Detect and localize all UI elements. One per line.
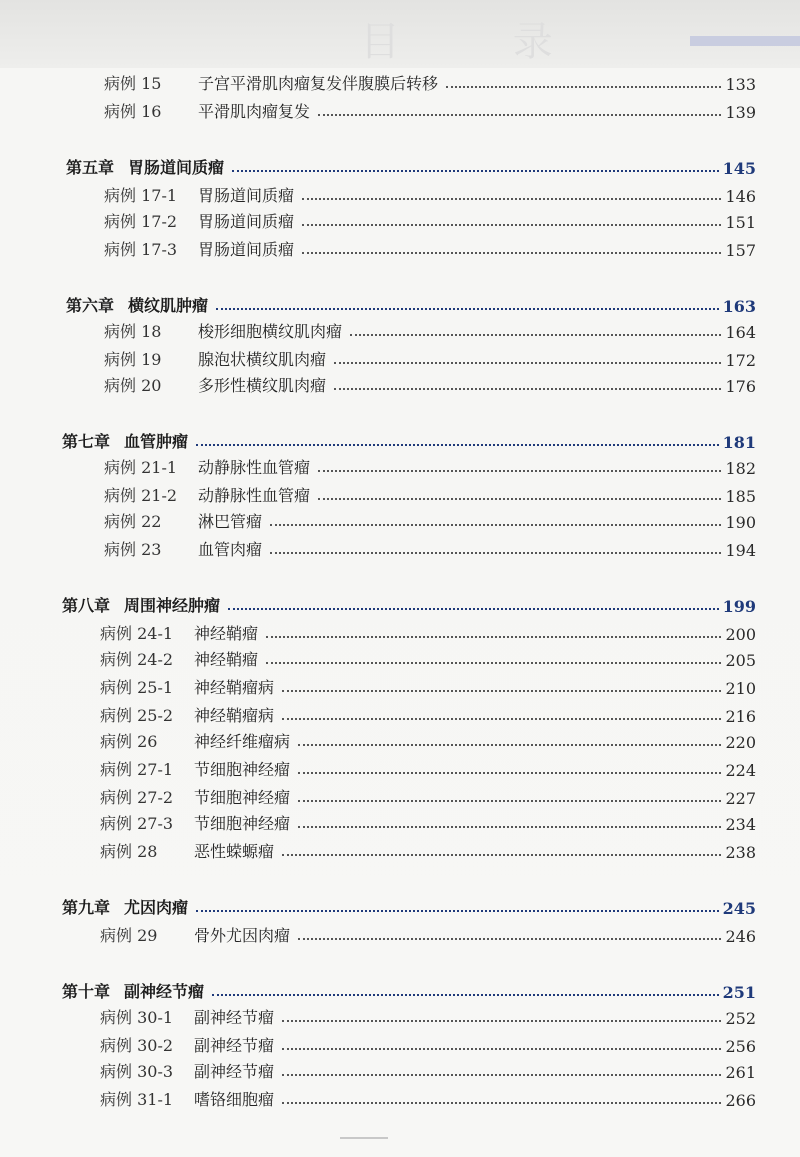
chapter-title: 横纹肌肿瘤 [128, 296, 209, 315]
case-title: 梭形细胞横纹肌肉瘤 [198, 322, 343, 341]
dot-leader [298, 825, 721, 828]
page-number: 181 [722, 433, 756, 452]
page-number: 172 [725, 351, 756, 370]
chapter-number: 第七章 [62, 432, 111, 451]
case-number: 病例 18 [104, 322, 162, 341]
page-number: 139 [725, 103, 756, 122]
toc-case-row[interactable] [104, 68, 756, 94]
dot-leader [446, 85, 721, 88]
page-number: 220 [725, 733, 756, 752]
dot-leader [282, 1019, 721, 1022]
case-number: 病例 31-1 [100, 1090, 174, 1109]
page-number: 190 [725, 513, 756, 532]
page-number: 157 [725, 241, 756, 260]
page-number: 205 [725, 651, 756, 670]
case-title: 副神经节瘤 [194, 1008, 275, 1027]
case-title: 淋巴管瘤 [198, 512, 263, 531]
page-header [0, 0, 800, 68]
case-title: 恶性蝾螈瘤 [194, 842, 275, 861]
toc-case-row[interactable] [104, 370, 756, 396]
dot-leader [282, 689, 721, 692]
dot-leader [298, 771, 721, 774]
case-title: 嗜铬细胞瘤 [194, 1090, 275, 1109]
page-number: 266 [725, 1091, 756, 1110]
case-title: 神经鞘瘤病 [194, 678, 275, 697]
toc-chapter-row[interactable] [62, 426, 756, 452]
dot-leader [282, 853, 721, 856]
toc-chapter-row[interactable] [62, 590, 756, 616]
case-title: 节细胞神经瘤 [194, 814, 291, 833]
toc-case-row[interactable] [104, 180, 756, 206]
toc-case-row[interactable] [100, 782, 756, 808]
dot-leader [266, 635, 721, 638]
chapter-title: 副神经节瘤 [124, 982, 205, 1001]
toc-case-row[interactable] [100, 754, 756, 780]
chapter-title: 尤因肉瘤 [124, 898, 189, 917]
page-number: 251 [722, 983, 756, 1002]
page-number: 238 [725, 843, 756, 862]
dot-leader [232, 169, 719, 172]
dot-leader [196, 443, 719, 446]
case-title: 胃肠道间质瘤 [198, 186, 295, 205]
dot-leader [266, 661, 721, 664]
case-number: 病例 22 [104, 512, 162, 531]
case-number: 病例 27-1 [100, 760, 174, 779]
chapter-number: 第九章 [62, 898, 111, 917]
page-number: 245 [722, 899, 756, 918]
dot-leader [318, 113, 721, 116]
header-title: 目 录 [360, 19, 603, 65]
toc-case-row[interactable] [104, 534, 756, 560]
case-title: 胃肠道间质瘤 [198, 212, 295, 231]
case-number: 病例 28 [100, 842, 158, 861]
case-number: 病例 17-2 [104, 212, 178, 231]
case-number: 病例 30-1 [100, 1008, 174, 1027]
case-title: 平滑肌肉瘤复发 [198, 102, 311, 121]
case-number: 病例 30-2 [100, 1036, 174, 1055]
case-number: 病例 25-1 [100, 678, 174, 697]
page-number: 164 [725, 323, 756, 342]
chapter-number: 第十章 [62, 982, 111, 1001]
toc-case-row[interactable] [104, 344, 756, 370]
page-number: 234 [725, 815, 756, 834]
dot-leader [212, 993, 719, 996]
toc-case-row[interactable] [104, 96, 756, 122]
header-accent-bar [690, 36, 800, 46]
page-number: 145 [722, 159, 756, 178]
toc-case-row[interactable] [100, 618, 756, 644]
case-number: 病例 25-2 [100, 706, 174, 725]
case-number: 病例 17-3 [104, 240, 178, 259]
page-number: 256 [725, 1037, 756, 1056]
case-title: 胃肠道间质瘤 [198, 240, 295, 259]
page-number: 216 [725, 707, 756, 726]
page-number: 146 [725, 187, 756, 206]
page-number: 246 [725, 927, 756, 946]
toc-case-row[interactable] [104, 506, 756, 532]
dot-leader [282, 1073, 721, 1076]
dot-leader [196, 909, 719, 912]
case-number: 病例 27-3 [100, 814, 174, 833]
chapter-number: 第六章 [66, 296, 115, 315]
case-number: 病例 24-1 [100, 624, 174, 643]
case-title: 动静脉性血管瘤 [198, 458, 311, 477]
case-title: 副神经节瘤 [194, 1036, 275, 1055]
case-number: 病例 21-2 [104, 486, 178, 505]
page-number: 163 [722, 297, 756, 316]
page-number: 176 [725, 377, 756, 396]
case-number: 病例 26 [100, 732, 158, 751]
dot-leader [270, 523, 721, 526]
toc-case-row[interactable] [100, 644, 756, 670]
dot-leader [334, 361, 721, 364]
toc-case-row[interactable] [104, 234, 756, 260]
case-title: 神经鞘瘤 [194, 624, 259, 643]
case-title: 神经鞘瘤 [194, 650, 259, 669]
toc-case-row[interactable] [104, 480, 756, 506]
case-number: 病例 19 [104, 350, 162, 369]
chapter-title: 周围神经肿瘤 [124, 596, 221, 615]
page-number: 200 [725, 625, 756, 644]
dot-leader [302, 197, 721, 200]
chapter-number: 第五章 [66, 158, 115, 177]
toc-case-row[interactable] [100, 1084, 756, 1110]
case-title: 血管肉瘤 [198, 540, 263, 559]
dot-leader [298, 799, 721, 802]
case-number: 病例 17-1 [104, 186, 178, 205]
page-number: 182 [725, 459, 756, 478]
toc-chapter-row[interactable] [62, 892, 756, 918]
chapter-title: 胃肠道间质瘤 [128, 158, 225, 177]
chapter-number: 第八章 [62, 596, 111, 615]
case-title: 骨外尤因肉瘤 [194, 926, 291, 945]
case-number: 病例 15 [104, 74, 162, 93]
case-number: 病例 16 [104, 102, 162, 121]
toc-case-row[interactable] [100, 700, 756, 726]
page-number: 133 [725, 75, 756, 94]
toc-chapter-row[interactable] [62, 976, 756, 1002]
dot-leader [282, 1047, 721, 1050]
case-number: 病例 24-2 [100, 650, 174, 669]
dot-leader [298, 743, 721, 746]
page-number: 185 [725, 487, 756, 506]
page-number: 151 [725, 213, 756, 232]
toc-case-row[interactable] [100, 808, 756, 834]
toc-case-row[interactable] [100, 672, 756, 698]
case-title: 神经纤维瘤病 [194, 732, 291, 751]
toc-case-row[interactable] [104, 452, 756, 478]
case-number: 病例 30-3 [100, 1062, 174, 1081]
case-title: 腺泡状横纹肌肉瘤 [198, 350, 327, 369]
case-title: 节细胞神经瘤 [194, 760, 291, 779]
page-number: 224 [725, 761, 756, 780]
case-number: 病例 27-2 [100, 788, 174, 807]
dot-leader [216, 307, 719, 310]
dot-leader [302, 223, 721, 226]
dot-leader [270, 551, 721, 554]
page-number: 261 [725, 1063, 756, 1082]
case-title: 动静脉性血管瘤 [198, 486, 311, 505]
chapter-title: 血管肿瘤 [124, 432, 189, 451]
case-title: 多形性横纹肌肉瘤 [198, 376, 327, 395]
case-number: 病例 21-1 [104, 458, 178, 477]
dot-leader [282, 1101, 721, 1104]
dot-leader [350, 333, 721, 336]
dot-leader [302, 251, 721, 254]
case-title: 神经鞘瘤病 [194, 706, 275, 725]
page-number: 227 [725, 789, 756, 808]
toc-case-row[interactable] [104, 206, 756, 232]
toc-case-row[interactable] [100, 920, 756, 946]
case-title: 节细胞神经瘤 [194, 788, 291, 807]
toc-case-row[interactable] [100, 1002, 756, 1028]
case-number: 病例 20 [104, 376, 162, 395]
case-number: 病例 23 [104, 540, 162, 559]
toc-case-row[interactable] [100, 726, 756, 752]
dot-leader [228, 607, 719, 610]
footer-mark [340, 1137, 388, 1139]
page-number: 210 [725, 679, 756, 698]
case-title: 子宫平滑肌肉瘤复发伴腹膜后转移 [198, 74, 439, 93]
case-number: 病例 29 [100, 926, 158, 945]
toc-case-row[interactable] [100, 836, 756, 862]
page-number: 199 [722, 597, 756, 616]
toc-case-row[interactable] [104, 316, 756, 342]
page-number: 194 [725, 541, 756, 560]
toc-chapter-row[interactable] [66, 290, 756, 316]
case-title: 副神经节瘤 [194, 1062, 275, 1081]
dot-leader [318, 469, 721, 472]
dot-leader [282, 717, 721, 720]
dot-leader [298, 937, 721, 940]
dot-leader [334, 387, 721, 390]
toc-chapter-row[interactable] [66, 152, 756, 178]
dot-leader [318, 497, 721, 500]
page-number: 252 [725, 1009, 756, 1028]
toc-case-row[interactable] [100, 1030, 756, 1056]
toc-case-row[interactable] [100, 1056, 756, 1082]
